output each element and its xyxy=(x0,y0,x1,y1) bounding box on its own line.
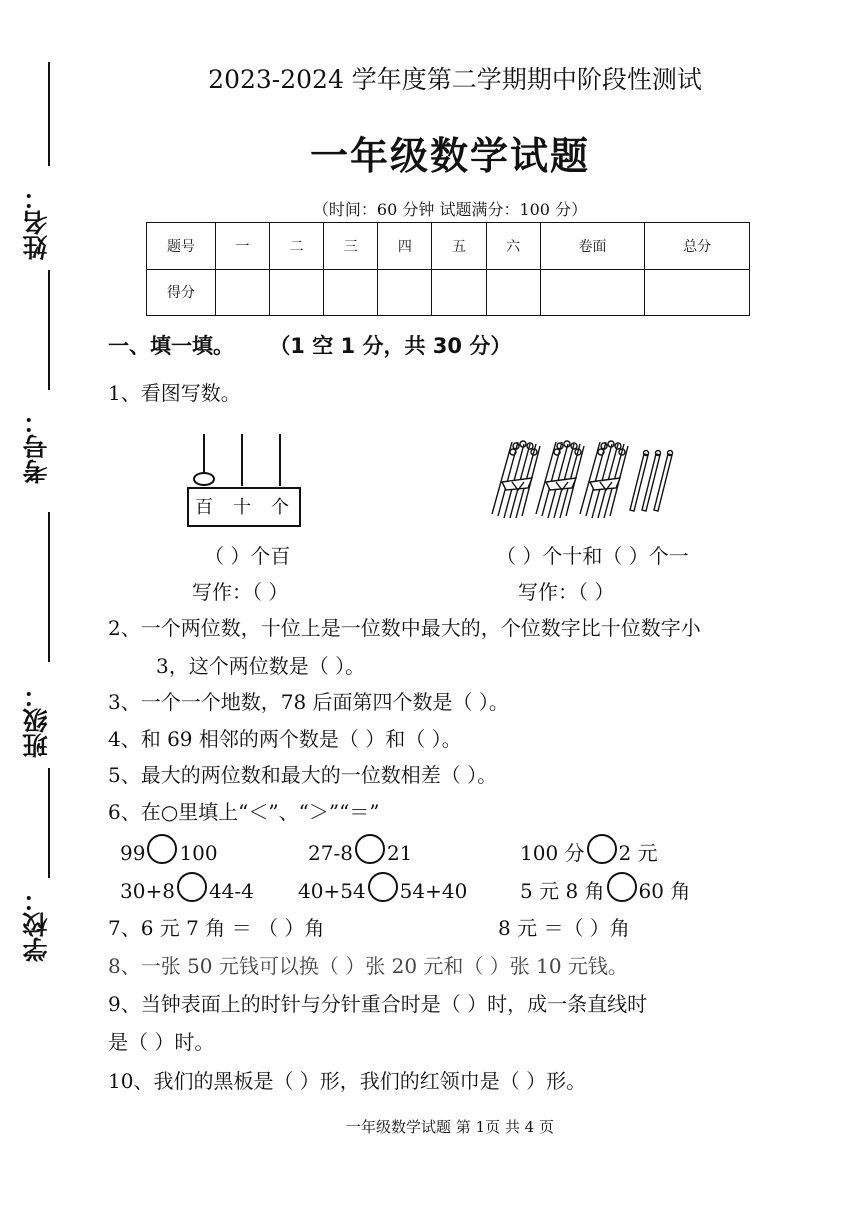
exam-number-label: 考号： xyxy=(22,409,51,485)
binding-line-4 xyxy=(48,768,50,878)
exam-term-title: 2023-2024 学年度第二学期期中阶段性测试 xyxy=(208,65,702,94)
score-header-cell: 一 xyxy=(216,223,270,270)
score-row-label: 得分 xyxy=(147,269,216,316)
section-1-heading xyxy=(108,330,511,360)
question-7a[interactable]: 7、6 元 7 角 ＝ （ ）角 xyxy=(108,916,325,940)
compare-circle[interactable] xyxy=(368,872,398,902)
section-1-title: 一、填一填。 xyxy=(108,334,234,358)
stick-bundle-1 xyxy=(492,441,540,518)
question-9-line-2[interactable]: 是（ ）时。 xyxy=(108,1030,215,1054)
question-9-line-1[interactable]: 9、当钟表面上的时针与分针重合时是（ ）时，成一条直线时 xyxy=(108,992,648,1016)
abacus-bead xyxy=(194,473,214,485)
score-header-cell: 四 xyxy=(378,223,432,270)
question-7b[interactable]: 8 元 ＝（ ）角 xyxy=(498,916,630,940)
compare-item[interactable]: 5 元 8 角 60 角 xyxy=(520,872,690,904)
score-cell[interactable] xyxy=(486,269,540,316)
score-table-header-row xyxy=(147,223,750,270)
compare-item[interactable]: 40+54 54+40 xyxy=(298,872,467,903)
stick-bundles-figure xyxy=(488,438,678,522)
score-cell[interactable] xyxy=(378,269,432,316)
score-cell[interactable] xyxy=(432,269,486,316)
abacus-label-ones: 个 xyxy=(271,497,289,518)
score-header-cell: 二 xyxy=(270,223,324,270)
class-label: 班级： xyxy=(22,683,51,759)
exam-info: （时间：60 分钟 试题满分：100 分） xyxy=(312,200,588,219)
abacus-label-tens: 十 xyxy=(233,497,251,518)
compare-circle[interactable] xyxy=(177,872,207,902)
compare-item[interactable]: 100 分 2 元 xyxy=(520,834,658,866)
section-1-points: （1 空 1 分，共 30 分） xyxy=(269,334,512,358)
binding-line-2 xyxy=(48,270,50,390)
score-table-score-row xyxy=(147,269,750,316)
score-header-cell: 六 xyxy=(486,223,540,270)
page-footer: 一年级数学试题 第 1页 共 4 页 xyxy=(346,1118,554,1136)
score-header-cell: 卷面 xyxy=(540,223,645,270)
q1-left-answer[interactable]: （ ）个百 xyxy=(204,544,291,568)
abacus-label-hundreds: 百 xyxy=(195,497,213,518)
question-6: 6、在○里填上“＜”、“＞”“＝” xyxy=(108,800,380,824)
compare-item[interactable]: 27-8 21 xyxy=(308,834,412,865)
page-title: 一年级数学试题 xyxy=(309,133,590,178)
score-header-cell: 三 xyxy=(324,223,378,270)
question-10[interactable]: 10、我们的黑板是（ ）形，我们的红领巾是（ ）形。 xyxy=(108,1069,587,1093)
binding-line-3 xyxy=(48,512,50,662)
score-cell[interactable] xyxy=(324,269,378,316)
compare-circle[interactable] xyxy=(587,834,617,864)
compare-circle[interactable] xyxy=(147,834,177,864)
name-label: 姓名： xyxy=(22,185,51,261)
score-header-cell: 五 xyxy=(432,223,486,270)
q1-right-write[interactable]: 写作：（ ） xyxy=(518,580,615,604)
school-label: 学校： xyxy=(22,887,51,963)
score-cell[interactable] xyxy=(540,269,645,316)
score-table xyxy=(146,222,750,316)
compare-item[interactable]: 30+8 44-4 xyxy=(120,872,254,903)
score-cell[interactable] xyxy=(270,269,324,316)
score-cell[interactable] xyxy=(216,269,270,316)
question-8[interactable]: 8、一张 50 元钱可以换（ ）张 20 元和（ ）张 10 元钱。 xyxy=(108,954,628,978)
question-1: 1、看图写数。 xyxy=(108,381,241,405)
score-cell[interactable] xyxy=(645,269,750,316)
single-sticks xyxy=(630,451,673,512)
compare-circle[interactable] xyxy=(355,834,385,864)
question-2-line-1: 2、一个两位数，十位上是一位数中最大的，个位数字比十位数字小 xyxy=(108,616,701,640)
stick-bundle-3 xyxy=(580,441,628,518)
abacus-figure xyxy=(186,432,304,530)
q1-left-write[interactable]: 写作：（ ） xyxy=(192,580,289,604)
score-header-cell: 题号 xyxy=(147,223,216,270)
question-4[interactable]: 4、和 69 相邻的两个数是（ ）和（ ）。 xyxy=(108,727,462,751)
question-5[interactable]: 5、最大的两位数和最大的一位数相差（ ）。 xyxy=(108,763,498,787)
question-3[interactable]: 3、一个一个地数，78 后面第四个数是（ ）。 xyxy=(108,690,509,714)
stick-bundle-2 xyxy=(536,441,584,518)
compare-circle[interactable] xyxy=(607,872,637,902)
q1-right-answer[interactable]: （ ）个十和（ ）个一 xyxy=(496,544,689,568)
score-header-cell: 总分 xyxy=(645,223,750,270)
compare-item[interactable]: 99 100 xyxy=(120,834,218,865)
question-2-line-2[interactable]: 3，这个两位数是（ ）。 xyxy=(156,654,366,678)
